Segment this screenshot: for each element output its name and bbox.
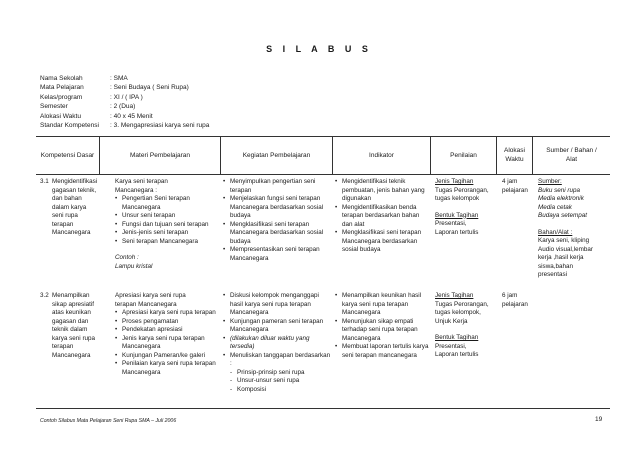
sumber-line: Media cetak — [538, 203, 572, 211]
list-item: • Mengidentifikasi teknik pembuatan, jenis bahan yang digunakan — [335, 178, 429, 204]
header-alokasi — [497, 138, 532, 172]
kd-entry — [40, 178, 100, 238]
kd-entry — [40, 292, 100, 360]
penilaian-line: Tugas Perorangan, — [435, 186, 489, 194]
penilaian-line: tugas kelompok, — [435, 309, 481, 316]
list-item: • Unsur seni terapan — [115, 212, 219, 221]
info-row — [40, 102, 209, 111]
kegiatan-sublist — [223, 369, 331, 395]
bahan-line: Karya seni, kliping — [538, 237, 590, 244]
contoh-value: Lampu kristal — [115, 262, 153, 270]
info-value: : Seni Budaya ( Seni Rupa) — [110, 83, 189, 92]
kd-line: Mancanegara — [52, 351, 91, 359]
header-sumber — [533, 138, 610, 172]
kompetensi-dasar-cell — [40, 292, 100, 360]
info-value: : SMA — [110, 74, 128, 83]
list-item: • Kunjungan pameran seni terapan Mancanegara — [223, 318, 331, 335]
penilaian-line: Tugas Perorangan, — [435, 300, 489, 308]
info-row — [40, 121, 209, 130]
header-indikator: Indikator — [369, 151, 394, 159]
list-item: • Diskusi kelompok menganggapi hasil karya seni rupa terapan Mancanegara — [223, 292, 331, 318]
kompetensi-dasar-cell — [40, 178, 100, 238]
list-item: • Kunjungan Pameran/ke galeri — [115, 352, 219, 361]
sumber-line: Media elektronik — [538, 195, 584, 202]
header-kompetensi: Kompetensi Dasar — [40, 151, 95, 159]
kd-line: seni rupa — [52, 212, 78, 219]
list-item: • (dilakukan diluar waktu yang tersedia) — [223, 335, 331, 352]
list-item: • Mempresentasikan seni terapan Mancanegara — [223, 246, 331, 263]
kegiatan-cell — [223, 178, 331, 263]
info-label: Semester — [40, 103, 68, 111]
alokasi-cell — [502, 178, 534, 195]
info-row — [40, 93, 209, 102]
penilaian-cell — [435, 292, 497, 360]
header-alokasi-line2: Waktu — [505, 156, 524, 163]
kd-text — [52, 292, 95, 360]
list-item: • Mengidentifikasikan benda terapan berdasarkan bahan dan alat — [335, 204, 429, 230]
kd-line: terapan — [52, 343, 74, 350]
materi-intro: Apresiasi karya seni rupa — [115, 292, 186, 299]
bahan-line: Audio visual,lembar — [538, 245, 593, 253]
materi-intro: terapan Mancanegara — [115, 300, 177, 308]
info-value: : 40 x 45 Menit — [110, 112, 153, 121]
penilaian-cell — [435, 178, 497, 237]
list-item: • Jenis-jenis seni terapan — [115, 229, 219, 238]
kd-line: atas keunikan — [52, 309, 91, 316]
info-value: : 3. Mengapresiasi karya seni rupa — [110, 121, 209, 130]
list-item: • Penilaian karya seni rupa terapan Mancanegara — [115, 360, 219, 377]
sumber-cell — [538, 178, 610, 280]
alokasi-line: pelajaran — [502, 300, 528, 308]
materi-cell — [115, 178, 219, 271]
bentuk-tagihan-title: Bentuk Tagihan — [435, 334, 479, 341]
info-label: Kelas/program — [40, 93, 83, 101]
document-title: S I L A B U S — [266, 44, 372, 54]
indikator-list — [335, 178, 429, 255]
penilaian-line: tugas kelompok — [435, 195, 480, 202]
materi-cell — [115, 292, 219, 377]
penilaian-line: Presentasi, — [435, 342, 467, 350]
header-materi: Materi Pembelajaran — [130, 151, 190, 159]
alokasi-cell — [502, 292, 534, 309]
info-row — [40, 83, 209, 92]
kd-line: terapan — [52, 220, 74, 228]
list-item: • Menuliskan tanggapan berdasarkan : — [223, 352, 331, 369]
sumber-line: Buku seni rupa — [538, 186, 581, 194]
bahan-title: Bahan/Alat : — [538, 228, 573, 236]
table-header-border — [36, 174, 610, 175]
kegiatan-cell — [223, 292, 331, 394]
alokasi-line: 6 jam — [502, 292, 518, 299]
list-item: • Proses pengamatan — [115, 318, 219, 327]
list-item: • Pengertian Seni terapan Mancanegara — [115, 195, 219, 212]
info-row — [40, 74, 209, 83]
sub-list-item: - Unsur-unsur seni rupa — [230, 377, 331, 386]
bahan-line: kerja ,hasil kerja — [538, 254, 584, 261]
penilaian-line: Laporan tertulis — [435, 228, 479, 236]
footer-text: Contoh Silabus Mata Pelajaran Seni Rupa SMA – Juli 2006 — [40, 418, 177, 424]
kegiatan-list — [223, 292, 331, 369]
info-label: Mata Pelajaran — [40, 84, 84, 92]
info-label: Standar Kompetensi — [40, 122, 99, 130]
jenis-tagihan-title: Jenis Tagihan — [435, 178, 474, 185]
alokasi-line: pelajaran — [502, 186, 528, 194]
kegiatan-list — [223, 178, 331, 263]
kd-line: teknik dalam — [52, 326, 88, 333]
kd-line: dalam karya — [52, 203, 87, 211]
kd-text — [52, 178, 97, 238]
page-number: 19 — [595, 416, 603, 423]
kd-number: 3.2 — [40, 292, 49, 299]
kd-line: karya seni rupa — [52, 334, 96, 342]
list-item: • Menyimpulkan pengertian seni terapan — [223, 178, 331, 195]
jenis-tagihan-title: Jenis Tagihan — [435, 292, 474, 299]
info-value: : 2 (Dua) — [110, 102, 135, 111]
kd-line: gagasan teknik, — [52, 186, 97, 194]
header-kegiatan: Kegiatan Pembelajaran — [242, 151, 311, 159]
info-row — [40, 112, 209, 121]
materi-intro: Karya seni terapan — [115, 178, 168, 185]
list-item: • Mengklasifikasi seni terapan Mancanegara berdasarkan sosial budaya — [335, 229, 429, 255]
penilaian-line: Unjuk Kerja — [435, 317, 468, 325]
bentuk-tagihan-title: Bentuk Tagihan — [435, 211, 479, 219]
list-item: • Menampilkan keunikan hasil karya seni rupa terapan Mancanegara — [335, 292, 429, 318]
info-label: Nama Sekolah — [40, 75, 83, 82]
bahan-line: siswa,bahan — [538, 262, 574, 270]
penilaian-line: Presentasi, — [435, 220, 467, 227]
materi-list — [115, 309, 219, 377]
list-item: • Menjelaskan fungsi seni terapan Mancanegara berdasarkan sosial budaya — [223, 195, 331, 221]
list-item: • Fungsi dan tujuan seni terapan — [115, 221, 219, 230]
materi-list — [115, 195, 219, 246]
header-sumber-line2: Alat — [565, 156, 578, 163]
kd-line: Mancanegara — [52, 229, 91, 236]
table-top-border — [36, 136, 610, 137]
bahan-line: presentasi — [538, 271, 568, 278]
kd-line: Menampilkan — [52, 292, 90, 299]
info-label: Alokasi Waktu — [40, 112, 81, 120]
list-item: • Pendekatan apresiasi — [115, 326, 219, 335]
identity-block — [40, 74, 209, 130]
sumber-line: Budaya setempat — [538, 212, 588, 219]
header-penilaian: Penilaian — [450, 151, 477, 159]
kd-line: Mengidentifikasi — [52, 178, 98, 185]
contoh-label: Contoh : — [115, 254, 139, 261]
kd-line: sikap apresiatif — [52, 300, 94, 308]
list-item: • Seni terapan Mancanegara — [115, 238, 219, 247]
table-bottom-border — [36, 408, 610, 409]
indikator-list — [335, 292, 429, 360]
sumber-title: Sumber: — [538, 178, 562, 185]
list-item: • Jenis karya seni rupa terapan Mancanegara — [115, 335, 219, 352]
kd-line: dan bahan — [52, 195, 82, 202]
list-item: • Menunjukan sikap empati terhadap seni rupa terapan Mancanegara — [335, 318, 429, 344]
list-item: • Mengklasifikasi seni terapan Mancanegara berdasarkan sosial budaya — [223, 221, 331, 247]
sub-list-item: - Komposisi — [230, 386, 331, 395]
list-item: • Membuat laporan tertulis karya seni terapan mancanegara — [335, 343, 429, 360]
materi-intro: Mancanegara : — [115, 186, 158, 194]
penilaian-line: Laporan tertulis — [435, 351, 479, 358]
info-value: : XI / ( IPA ) — [110, 93, 143, 102]
indikator-cell — [335, 178, 429, 255]
list-item: • Apresiasi karya seni rupa terapan — [115, 309, 219, 318]
kd-number: 3.1 — [40, 178, 49, 185]
kd-line: gagasan dan — [52, 317, 89, 325]
indikator-cell — [335, 292, 429, 360]
header-sumber-line1: Sumber / Bahan / — [546, 147, 597, 154]
header-alokasi-line1: Alokasi — [504, 147, 525, 154]
sub-list-item: - Prinsip-prinsip seni rupa — [230, 369, 331, 378]
alokasi-line: 4 jam — [502, 178, 518, 185]
